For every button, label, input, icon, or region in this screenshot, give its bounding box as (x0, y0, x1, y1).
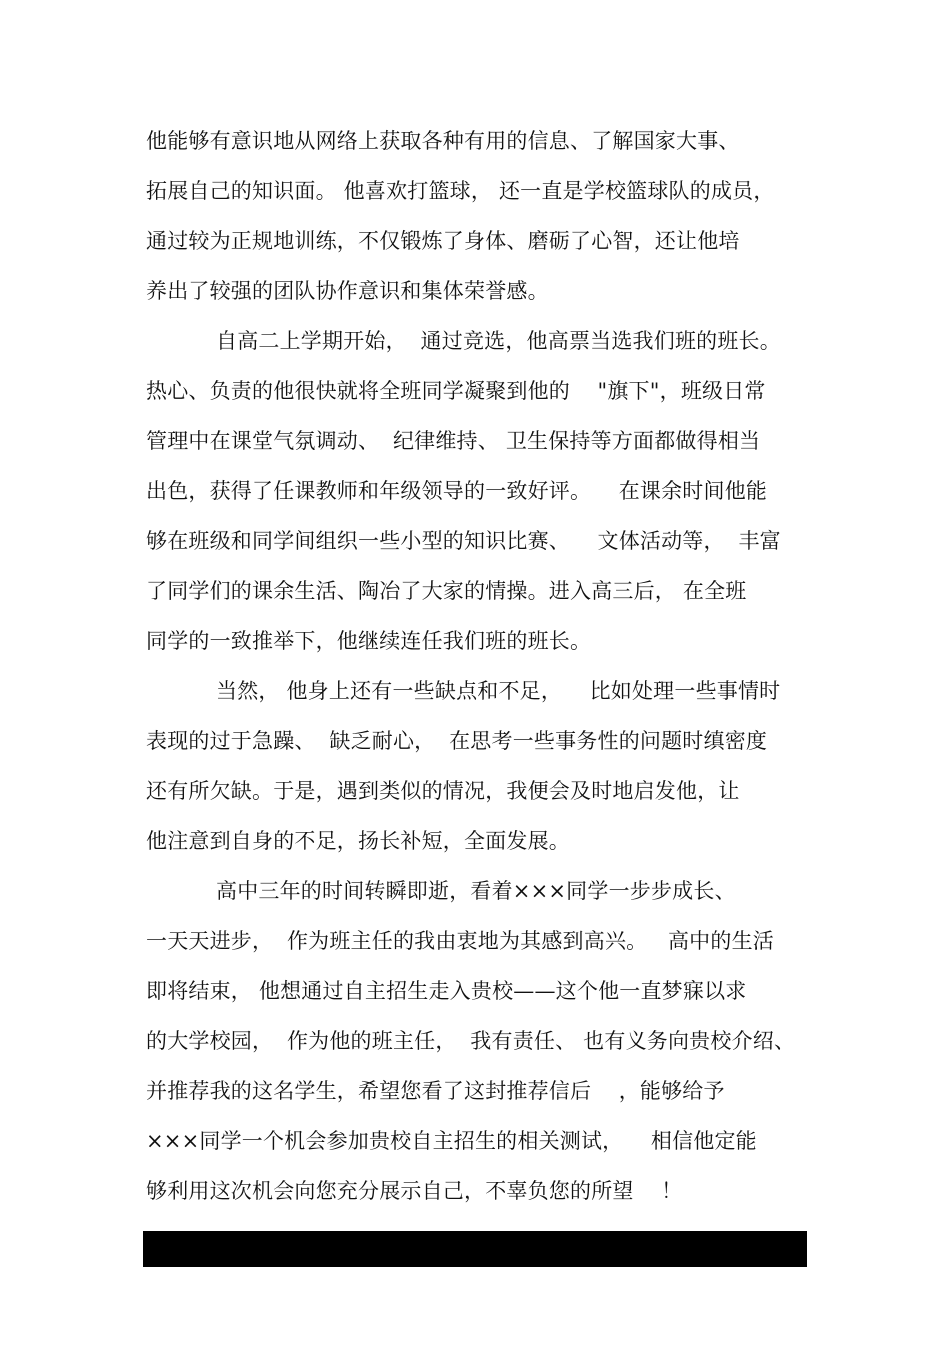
paragraph-1-line-4: 养出了较强的团队协作意识和集体荣誉感。 (146, 279, 549, 303)
paragraph-4-line-3: 即将结束， 他想通过自主招生走入贵校——这个他一直梦寐以求 (146, 979, 747, 1003)
paragraph-1-line-2: 拓展自己的知识面。 他喜欢打篮球， 还一直是学校篮球队的成员， (146, 179, 775, 203)
paragraph-4-line-5: 并推荐我的这名学生，希望您看了这封推荐信后 ，能够给予 (146, 1079, 725, 1103)
paragraph-2-line-1: 自高二上学期开始， 通过竞选，他高票当选我们班的班长。 (216, 329, 781, 353)
paragraph-3-line-4: 他注意到自身的不足，扬长补短，全面发展。 (146, 829, 570, 853)
paragraph-4-line-7: 够利用这次机会向您充分展示自己，不辜负您的所望 ！ (146, 1179, 683, 1203)
paragraph-3-line-2: 表现的过于急躁、 缺乏耐心， 在思考一些事务性的问题时缜密度 (146, 729, 768, 753)
paragraph-2-line-4: 出色，获得了任课教师和年级领导的一致好评。 在课余时间他能 (146, 479, 768, 503)
paragraph-4-line-2: 一天天进步， 作为班主任的我由衷地为其感到高兴。 高中的生活 (146, 929, 774, 953)
paragraph-2-line-6: 了同学们的课余生活、陶冶了大家的情操。进入高三后， 在全班 (146, 579, 747, 603)
redaction-bar (143, 1231, 807, 1267)
paragraph-2-line-7: 同学的一致推举下，他继续连任我们班的班长。 (146, 629, 592, 653)
paragraph-3-line-3: 还有所欠缺。于是，遇到类似的情况，我便会及时地启发他，让 (146, 779, 740, 803)
paragraph-3-line-1: 当然， 他身上还有一些缺点和不足， 比如处理一些事情时 (216, 679, 781, 703)
paragraph-4-line-4: 的大学校园， 作为他的班主任， 我有责任、 也有义务向贵校介绍、 (146, 1029, 796, 1053)
paragraph-2-line-3: 管理中在课堂气氛调动、 纪律维持、 卫生保持等方面都做得相当 (146, 429, 761, 453)
paragraph-1-line-3: 通过较为正规地训练，不仅锻炼了身体、磨砺了心智，还让他培 (146, 229, 740, 253)
paragraph-2-line-5: 够在班级和同学间组织一些小型的知识比赛、 文体活动等， 丰富 (146, 529, 781, 553)
paragraph-2-line-2: 热心、负责的他很快就将全班同学凝聚到他的 "旗下"，班级日常 (146, 379, 766, 403)
paragraph-1-line-1: 他能够有意识地从网络上获取各种有用的信息、了解国家大事、 (146, 129, 740, 153)
paragraph-4-line-1: 高中三年的时间转瞬即逝，看着×××同学一步步成长、 (216, 879, 736, 903)
paragraph-4-line-6: ×××同学一个机会参加贵校自主招生的相关测试， 相信他定能 (146, 1129, 757, 1153)
